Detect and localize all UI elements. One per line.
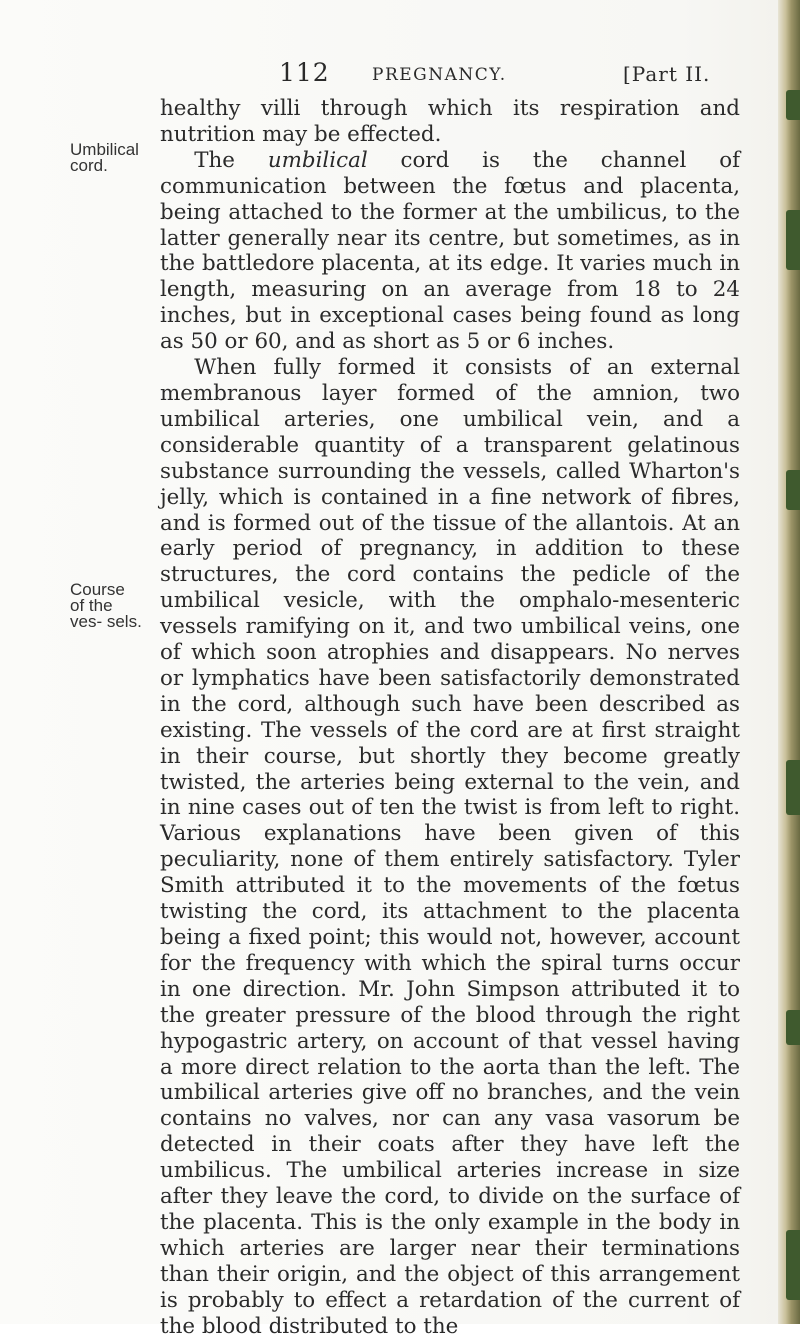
margin-note-umbilical-cord: Umbilical cord.	[70, 140, 139, 175]
page-edge-mark	[786, 1010, 800, 1045]
part-label: [Part II.	[623, 62, 711, 86]
text-segment: The	[194, 147, 268, 173]
page-edge-mark	[786, 1230, 800, 1300]
text-segment: When fully formed it consists of an external membranous layer formed of the amnion, two umbilical arteries, one umbilical vein, and a considerable quantity of a transparent gelatinous substance surrounding the vessels, called Wharton's jelly, which is contained in a fine network of fibres, and is formed out of the tissue of the allantois. At an early period of pregnancy, in addition to these structures, the cord contains the pedicle of the umbilical vesicle, with the omphalo-mesenteric vessels ramifying on it, and two umbilical veins, one of which soon atrophies and disappears. No nerves or lymphatics have been satisfactorily demonstrated in the cord, although such have been described as existing. The vessels of the cord are at first straight in their course, but shortly they become greatly twisted, the arteries being external to the vein, and in nine cases out of ten the twist is from left to right. Various explanations have been given of this peculiarity, none of them entirely satisfactory. Tyler Smith attributed it to the movements of the fœtus twisting the cord, its attachment to the placenta being a fixed point; this would not, however, account for the frequency with which the spiral turns occur in one direction. Mr. John Simpson attributed it to the greater pressure of the blood through the right hypogastric artery, on account of that vessel having a more direct relation to the aorta than the left. The umbilical arteries give off no branches, and the vein contains no valves, nor can any vasa vasorum be detected in their coats after they have left the umbilicus. The umbilical arteries increase in size after they leave the cord, to divide on the surface of the placenta. This is the only example in the body in which arteries are larger near their terminations than their origin, and the object of this arrangement is probably to effect a retardation of the current of the blood distributed to the	[160, 355, 740, 1339]
page-number: 112	[279, 58, 330, 87]
text-segment: healthy villi through which its respiration and nutrition may be effected.	[160, 96, 740, 147]
margin-note-course-of-vessels: Course of the ves- sels.	[70, 580, 142, 631]
page-edge	[778, 0, 800, 1324]
page-edge-mark	[786, 760, 800, 815]
page-header	[0, 56, 800, 96]
page-edge-mark	[786, 470, 800, 510]
paragraph	[160, 355, 740, 1339]
paragraph	[160, 96, 740, 148]
page-edge-mark	[786, 210, 800, 270]
running-head: PREGNANCY.	[372, 65, 507, 85]
italic-term: umbilical	[267, 147, 368, 173]
paragraph	[160, 148, 740, 355]
body-text	[160, 96, 740, 1340]
text-segment: cord is the channel of communication between the fœtus and placenta, being attached to the former at the umbilicus, to the latter generally near its centre, but sometimes, as in the battledore placenta, at its edge. It varies much in length, measuring on an average from 18 to 24 inches, but in exceptional cases being found as long as 50 or 60, and as short as 5 or 6 inches.	[160, 147, 740, 355]
